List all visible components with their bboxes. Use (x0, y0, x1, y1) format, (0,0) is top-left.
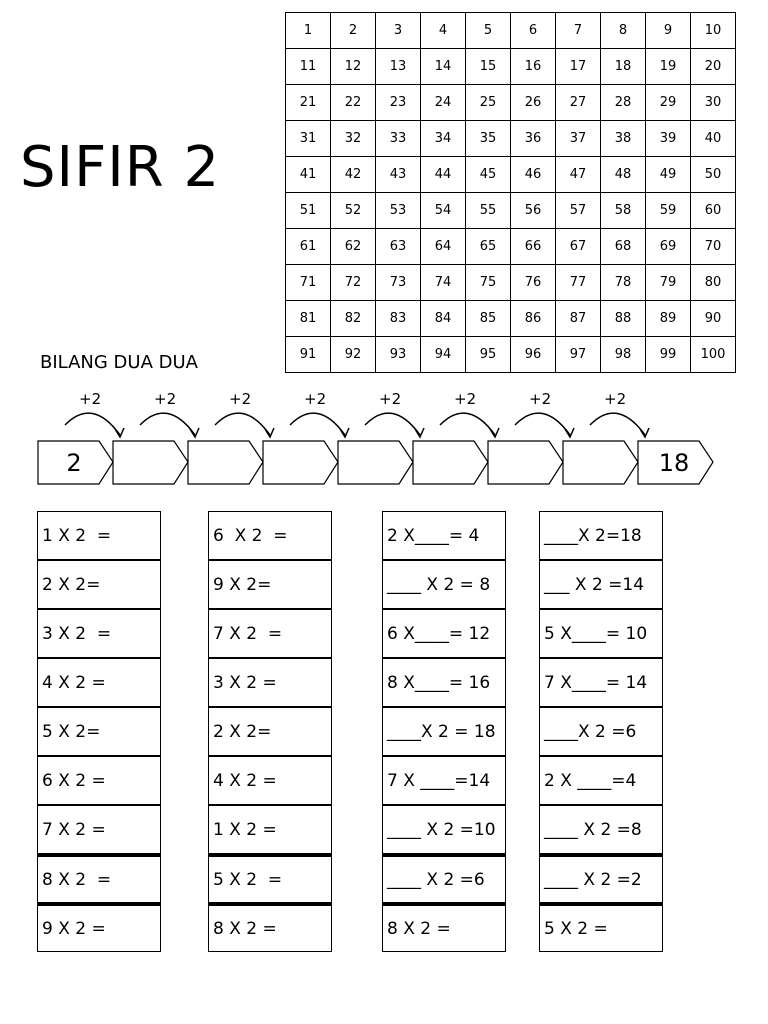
hundred-chart-cell: 23 (376, 85, 421, 121)
hop-arc (590, 413, 645, 435)
hundred-chart-cell: 77 (556, 265, 601, 301)
hundred-chart-cell: 58 (601, 193, 646, 229)
hundred-chart-row (286, 301, 736, 337)
hundred-chart-cell: 7 (556, 13, 601, 49)
number-line-value: 18 (658, 449, 690, 477)
hop-arc (215, 413, 270, 435)
hundred-chart-cell: 35 (466, 121, 511, 157)
hundred-chart-cell: 71 (286, 265, 331, 301)
equation-cell[interactable]: ____X 2=18 (539, 511, 663, 560)
hundred-chart-cell: 91 (286, 337, 331, 373)
number-line-box[interactable] (262, 440, 340, 485)
hundred-chart-cell: 60 (691, 193, 736, 229)
hop-label: +2 (304, 390, 327, 408)
hop-label: +2 (154, 390, 177, 408)
hop-arc (65, 413, 120, 435)
hundred-chart-cell: 17 (556, 49, 601, 85)
hundred-chart-cell: 20 (691, 49, 736, 85)
hundred-chart-cell: 32 (331, 121, 376, 157)
equation-cell[interactable]: ____ X 2 =10 (382, 805, 506, 854)
hundred-chart-cell: 88 (601, 301, 646, 337)
equation-cell[interactable]: 7 X ____=14 (382, 756, 506, 805)
hundred-chart-cell: 100 (691, 337, 736, 373)
hundred-chart-cell: 87 (556, 301, 601, 337)
hundred-chart-cell: 36 (511, 121, 556, 157)
hundred-chart-cell: 27 (556, 85, 601, 121)
equation-cell[interactable]: 4 X 2 = (208, 756, 332, 805)
hundred-chart-cell: 90 (691, 301, 736, 337)
hundred-chart-cell: 41 (286, 157, 331, 193)
equation-cell[interactable]: 8 X____= 16 (382, 658, 506, 707)
equation-cell[interactable]: 5 X 2 = (539, 903, 663, 952)
hundred-chart-cell: 40 (691, 121, 736, 157)
hundred-chart-cell: 57 (556, 193, 601, 229)
hundred-chart-cell: 34 (421, 121, 466, 157)
hundred-chart-cell: 63 (376, 229, 421, 265)
hundred-chart-cell: 14 (421, 49, 466, 85)
equation-cell[interactable]: 5 X 2 = (208, 854, 332, 903)
equation-cell[interactable]: 8 X 2 = (382, 903, 506, 952)
equation-cell[interactable]: 6 X 2 = (208, 511, 332, 560)
hundred-chart-cell: 46 (511, 157, 556, 193)
hop-arc (140, 413, 195, 435)
hundred-chart-cell: 75 (466, 265, 511, 301)
hundred-chart-cell: 5 (466, 13, 511, 49)
hundred-chart-row (286, 229, 736, 265)
hop-label: +2 (379, 390, 402, 408)
hundred-chart-cell: 72 (331, 265, 376, 301)
hop-arc (440, 413, 495, 435)
equation-cell[interactable]: 2 X 2= (37, 560, 161, 609)
hundred-chart-cell: 18 (601, 49, 646, 85)
equation-cell[interactable]: ____ X 2 =8 (539, 805, 663, 854)
hundred-chart-cell: 38 (601, 121, 646, 157)
hundred-chart-cell: 73 (376, 265, 421, 301)
hundred-chart-cell: 86 (511, 301, 556, 337)
equation-column (208, 511, 332, 952)
equation-cell[interactable]: 5 X____= 10 (539, 609, 663, 658)
equation-column (382, 511, 506, 952)
hundred-chart-cell: 48 (601, 157, 646, 193)
hundred-chart-cell: 70 (691, 229, 736, 265)
counting-title: BILANG DUA DUA (40, 352, 198, 373)
equation-cell[interactable]: ____ X 2 =6 (382, 854, 506, 903)
hop-label: +2 (454, 390, 477, 408)
equation-cell[interactable]: 9 X 2= (208, 560, 332, 609)
equation-cell[interactable]: 7 X 2 = (37, 805, 161, 854)
hundred-chart-cell: 69 (646, 229, 691, 265)
equation-cell[interactable]: 1 X 2 = (208, 805, 332, 854)
hundred-chart-cell: 21 (286, 85, 331, 121)
hundred-chart-cell: 83 (376, 301, 421, 337)
hundred-chart-cell: 62 (331, 229, 376, 265)
hundred-chart-cell: 49 (646, 157, 691, 193)
hop-arc (290, 413, 345, 435)
equation-column (539, 511, 663, 952)
hundred-chart-cell: 25 (466, 85, 511, 121)
hundred-chart-cell: 15 (466, 49, 511, 85)
hundred-chart-cell: 81 (286, 301, 331, 337)
hundred-chart-cell: 55 (466, 193, 511, 229)
number-line-box[interactable] (637, 440, 715, 485)
hundred-chart-cell: 97 (556, 337, 601, 373)
hundred-chart-cell: 95 (466, 337, 511, 373)
hundred-chart-cell: 56 (511, 193, 556, 229)
equation-cell[interactable]: 1 X 2 = (37, 511, 161, 560)
hundred-chart-cell: 74 (421, 265, 466, 301)
hundred-chart-cell: 44 (421, 157, 466, 193)
hundred-chart-row (286, 49, 736, 85)
hundred-chart-cell: 4 (421, 13, 466, 49)
hundred-chart-cell: 37 (556, 121, 601, 157)
hundred-chart-row (286, 337, 736, 373)
hundred-chart-cell: 66 (511, 229, 556, 265)
hundred-chart-cell: 79 (646, 265, 691, 301)
hundred-chart-cell: 13 (376, 49, 421, 85)
equation-cell[interactable]: 2 X ____=4 (539, 756, 663, 805)
hundred-chart-cell: 47 (556, 157, 601, 193)
hundred-chart-cell: 76 (511, 265, 556, 301)
hundred-chart-cell: 22 (331, 85, 376, 121)
number-line-box[interactable] (337, 440, 415, 485)
equation-cell[interactable]: 2 X 2= (208, 707, 332, 756)
number-line-box[interactable] (562, 440, 640, 485)
hundred-chart-cell: 84 (421, 301, 466, 337)
hundred-chart-cell: 6 (511, 13, 556, 49)
equation-column (37, 511, 161, 952)
hop-arcs (0, 405, 768, 445)
hundred-chart (285, 12, 736, 373)
hundred-chart-cell: 61 (286, 229, 331, 265)
hundred-chart-cell: 30 (691, 85, 736, 121)
equation-cell[interactable]: ____ X 2 = 8 (382, 560, 506, 609)
hundred-chart-cell: 12 (331, 49, 376, 85)
page-title: SIFIR 2 (20, 135, 221, 200)
hundred-chart-cell: 52 (331, 193, 376, 229)
hundred-chart-cell: 68 (601, 229, 646, 265)
hundred-chart-cell: 8 (601, 13, 646, 49)
hundred-chart-cell: 28 (601, 85, 646, 121)
hundred-chart-row (286, 85, 736, 121)
hundred-chart-cell: 45 (466, 157, 511, 193)
hundred-chart-cell: 53 (376, 193, 421, 229)
hop-label: +2 (79, 390, 102, 408)
hop-arc (515, 413, 570, 435)
number-line-value: 2 (66, 449, 82, 477)
hundred-chart-cell: 64 (421, 229, 466, 265)
hundred-chart-cell: 54 (421, 193, 466, 229)
equation-cell[interactable]: 6 X____= 12 (382, 609, 506, 658)
equation-cell[interactable]: ___ X 2 =14 (539, 560, 663, 609)
equation-cell[interactable]: ____X 2 = 18 (382, 707, 506, 756)
hundred-chart-cell: 59 (646, 193, 691, 229)
equation-cell[interactable]: 4 X 2 = (37, 658, 161, 707)
equation-cell[interactable]: 5 X 2= (37, 707, 161, 756)
hundred-chart-cell: 10 (691, 13, 736, 49)
hundred-chart-cell: 93 (376, 337, 421, 373)
hop-label: +2 (229, 390, 252, 408)
hundred-chart-cell: 2 (331, 13, 376, 49)
hundred-chart-cell: 82 (331, 301, 376, 337)
equation-cell[interactable]: 7 X 2 = (208, 609, 332, 658)
hop-label: +2 (529, 390, 552, 408)
equation-cell[interactable]: 9 X 2 = (37, 903, 161, 952)
hundred-chart-cell: 92 (331, 337, 376, 373)
equation-cell[interactable]: 3 X 2 = (208, 658, 332, 707)
hundred-chart-cell: 19 (646, 49, 691, 85)
equation-cell[interactable]: ____ X 2 =2 (539, 854, 663, 903)
hundred-chart-cell: 78 (601, 265, 646, 301)
hundred-chart-cell: 96 (511, 337, 556, 373)
hundred-chart-cell: 1 (286, 13, 331, 49)
number-line-box[interactable] (37, 440, 115, 485)
hundred-chart-cell: 26 (511, 85, 556, 121)
hundred-chart-cell: 80 (691, 265, 736, 301)
hundred-chart-cell: 11 (286, 49, 331, 85)
hundred-chart-cell: 51 (286, 193, 331, 229)
hundred-chart-row (286, 265, 736, 301)
number-line-box[interactable] (487, 440, 565, 485)
hundred-chart-cell: 42 (331, 157, 376, 193)
equation-cell[interactable]: 8 X 2 = (37, 854, 161, 903)
hundred-chart-cell: 24 (421, 85, 466, 121)
equation-cell[interactable]: 6 X 2 = (37, 756, 161, 805)
hundred-chart-cell: 99 (646, 337, 691, 373)
hundred-chart-row (286, 121, 736, 157)
hundred-chart-row (286, 13, 736, 49)
hundred-chart-cell: 43 (376, 157, 421, 193)
equation-cell[interactable]: 8 X 2 = (208, 903, 332, 952)
hundred-chart-cell: 94 (421, 337, 466, 373)
equation-cell[interactable]: 2 X____= 4 (382, 511, 506, 560)
hundred-chart-cell: 85 (466, 301, 511, 337)
hundred-chart-cell: 98 (601, 337, 646, 373)
hundred-chart-cell: 16 (511, 49, 556, 85)
number-line-box[interactable] (112, 440, 190, 485)
hop-label: +2 (604, 390, 627, 408)
hop-arc (365, 413, 420, 435)
hundred-chart-row (286, 157, 736, 193)
hundred-chart-cell: 39 (646, 121, 691, 157)
equation-cell[interactable]: 3 X 2 = (37, 609, 161, 658)
hundred-chart-cell: 31 (286, 121, 331, 157)
hundred-chart-cell: 67 (556, 229, 601, 265)
hundred-chart-cell: 3 (376, 13, 421, 49)
hundred-chart-cell: 50 (691, 157, 736, 193)
hundred-chart-cell: 29 (646, 85, 691, 121)
hundred-chart-cell: 33 (376, 121, 421, 157)
hundred-chart-cell: 9 (646, 13, 691, 49)
equation-cell[interactable]: ____X 2 =6 (539, 707, 663, 756)
hundred-chart-row (286, 193, 736, 229)
equation-cell[interactable]: 7 X____= 14 (539, 658, 663, 707)
hundred-chart-cell: 65 (466, 229, 511, 265)
number-line-box[interactable] (187, 440, 265, 485)
hundred-chart-cell: 89 (646, 301, 691, 337)
number-line-box[interactable] (412, 440, 490, 485)
